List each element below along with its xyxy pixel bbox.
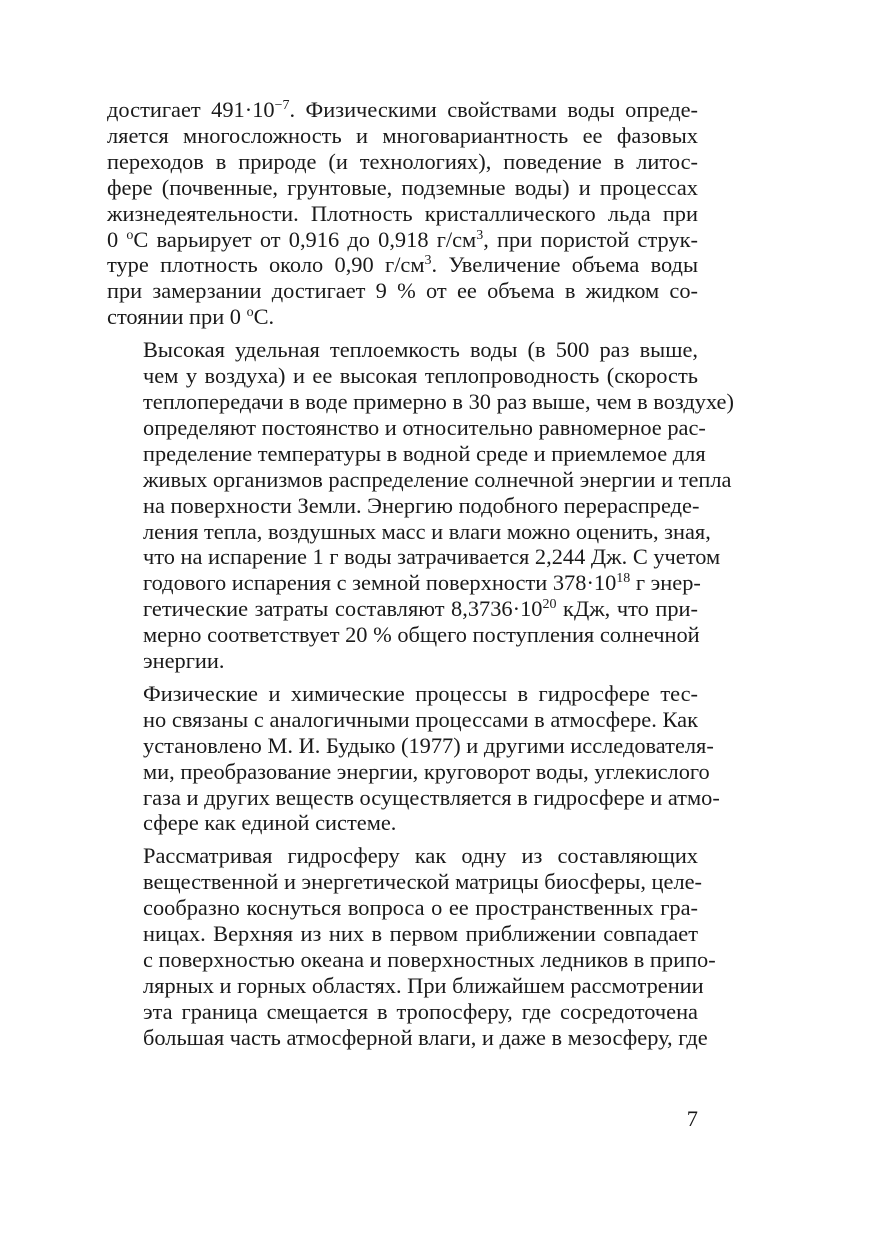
text-run: ляется многосложность и многовариантность ее фазовых <box>107 122 698 148</box>
text-run: . Увеличение объема воды <box>431 252 698 278</box>
text-run: что на испарение 1 г воды затрачивается 2,244 Дж. С учетом <box>143 544 721 570</box>
text-line <box>107 570 701 596</box>
text-line <box>107 97 698 123</box>
text-run: , при пористой струк- <box>483 226 698 252</box>
text-run: вещественной и энергетической матрицы биосферы, целе- <box>143 869 703 895</box>
text-line <box>107 999 698 1025</box>
text-line <box>107 414 706 441</box>
text-run: г энер- <box>630 570 701 596</box>
text-line <box>107 810 698 836</box>
superscript: −7 <box>274 98 290 113</box>
superscript: o <box>126 227 134 243</box>
text-line <box>107 622 698 648</box>
text-line <box>107 201 698 227</box>
text-line <box>107 648 698 674</box>
text-line <box>107 681 698 707</box>
text-line <box>107 732 714 759</box>
text-line <box>107 707 698 733</box>
superscript: 3 <box>424 253 432 269</box>
text-run: энергии. <box>143 648 225 674</box>
text-run: большая часть атмосферной влаги, и даже в мезосферу, где <box>143 1024 708 1050</box>
paragraph <box>107 97 698 330</box>
text-line <box>107 596 698 622</box>
text-run: жизнедеятельности. Плотность кристаллического льда при <box>107 200 698 226</box>
text-line <box>107 304 698 330</box>
text-line <box>107 149 698 175</box>
text-run: кДж, что при- <box>556 596 698 622</box>
text-line <box>107 784 720 811</box>
text-run: С. <box>253 304 275 330</box>
text-line <box>107 123 698 149</box>
text-run: живых организмов распределение солнечной энергии и тепла <box>143 466 732 492</box>
text-line <box>107 544 721 570</box>
text-run: на поверхности Земли. Энергию подобного перераспреде- <box>143 492 700 518</box>
text-line <box>107 758 710 785</box>
text-run: газа и других веществ осуществляется в гидросфере и атмо- <box>143 784 720 810</box>
text-run: чем у воздуха) и ее высокая теплопроводность (скорость <box>143 363 698 389</box>
superscript: 18 <box>616 571 631 587</box>
page-body <box>107 97 734 1058</box>
text-line <box>107 895 698 921</box>
superscript: 3 <box>476 227 484 243</box>
text-line <box>107 278 698 304</box>
text-run: с поверхностью океана и поверхностных ледников в припо- <box>143 947 716 972</box>
text-run: С варьирует от 0,916 до 0,918 г/см <box>133 226 477 252</box>
text-line <box>107 363 698 389</box>
text-line <box>107 843 698 869</box>
text-run: Физические и химические процессы в гидросфере тес- <box>143 680 698 706</box>
superscript: o <box>246 305 254 321</box>
text-run: 0 <box>107 226 127 252</box>
text-line <box>107 518 711 545</box>
text-run: туре плотность около 0,90 г/см <box>107 252 425 278</box>
text-run: сфере как единой системе. <box>143 810 397 836</box>
text-line <box>107 493 698 519</box>
text-line <box>107 947 716 973</box>
text-run: определяют постоянство и относительно равномерное рас- <box>143 414 706 440</box>
text-run: теплопередачи в воде примерно в 30 раз выше, чем в воздухе) <box>143 388 734 414</box>
text-line <box>107 388 734 415</box>
text-run: пределение температуры в водной среде и приемлемое для <box>143 440 706 466</box>
text-run: сообразно коснуться вопроса о ее пространственных гра- <box>143 895 698 921</box>
text-run: эта граница смещается в тропосферу, где сосредоточена <box>143 998 698 1024</box>
text-run: достигает 491·10 <box>107 97 275 122</box>
text-line <box>107 869 703 895</box>
text-line <box>107 466 732 493</box>
text-run: но связаны с аналогичными процессами в атмосфере. Как <box>143 706 698 732</box>
text-run: установлено М. И. Будыко (1977) и другими исследователя- <box>143 732 714 758</box>
text-run: при замерзании достигает 9 % от ее объема в жидком со- <box>107 278 698 304</box>
text-run: мерно соответствует 20 % общего поступления солнечной <box>143 622 700 648</box>
text-run: ления тепла, воздушных масс и влаги можно оценить, зная, <box>143 518 711 544</box>
text-run: лярных и горных областях. При ближайшем рассмотрении <box>143 972 704 998</box>
text-run: Высокая удельная теплоемкость воды (в 500 раз выше, <box>143 337 698 363</box>
text-run: стоянии при 0 <box>107 304 247 330</box>
text-run: годового испарения с земной поверхности 378·10 <box>143 570 617 596</box>
text-line <box>107 252 698 278</box>
superscript: 20 <box>542 597 557 613</box>
text-run: ми, преобразование энергии, круговорот воды, углекислого <box>143 758 710 784</box>
text-line <box>107 337 698 363</box>
paragraph <box>107 843 716 1050</box>
text-run: гетические затраты составляют 8,3736·10 <box>143 596 543 622</box>
text-line <box>107 1024 708 1051</box>
text-line <box>107 175 698 201</box>
page-number: 7 <box>686 1106 698 1131</box>
paragraph <box>107 680 720 836</box>
text-run: . Физическими свойствами воды опреде- <box>289 97 698 122</box>
text-line <box>107 440 706 467</box>
text-run: Рассматривая гидросферу как одну из составляющих <box>143 843 698 869</box>
text-run: фере (почвенные, грунтовые, подземные воды) и процессах <box>107 174 698 200</box>
text-run: переходов в природе (и технологиях), поведение в литос- <box>107 148 698 174</box>
text-line <box>107 227 698 253</box>
text-line <box>107 921 698 947</box>
text-line <box>107 972 704 999</box>
paragraph <box>107 337 734 674</box>
text-run: ницах. Верхняя из них в первом приближении совпадает <box>143 921 698 947</box>
